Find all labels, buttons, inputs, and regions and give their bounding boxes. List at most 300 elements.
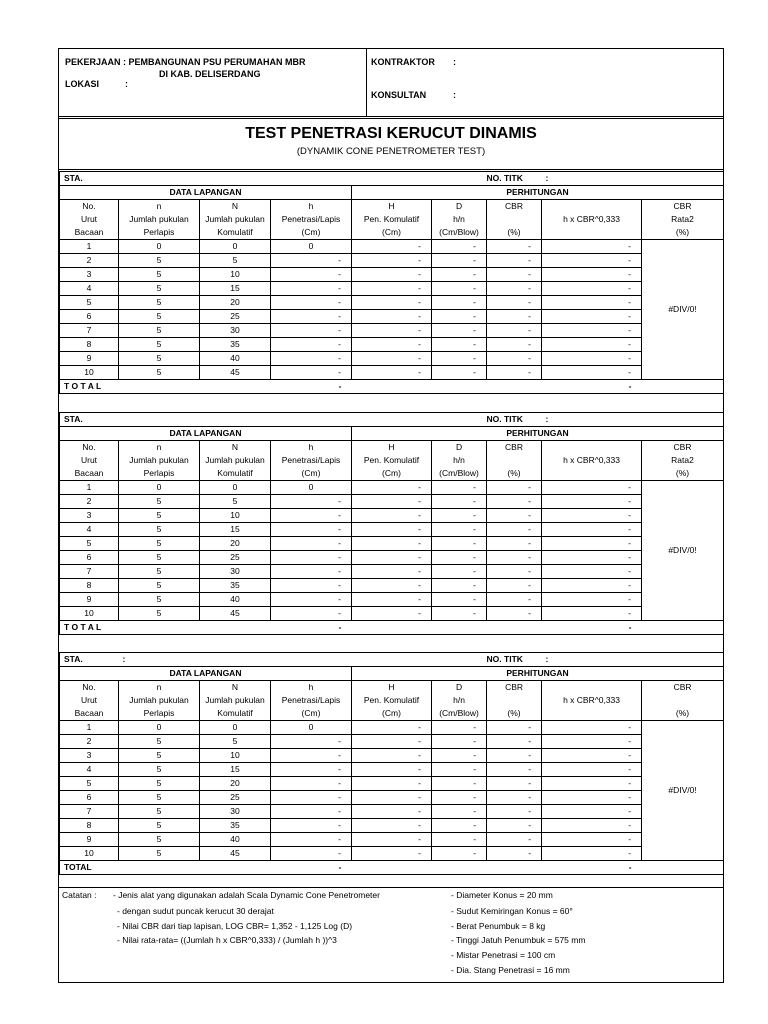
data-row [60, 495, 724, 509]
data-row [60, 847, 724, 861]
row-h: - [271, 268, 352, 282]
row-calc-dash: - [352, 481, 432, 495]
row-calc-dash: - [542, 607, 642, 621]
row-n: 5 [119, 593, 200, 607]
title-box [59, 118, 723, 170]
row-calc-dash: - [487, 763, 542, 777]
total-end [642, 621, 724, 635]
column-header: h x CBR^0,333 [542, 213, 642, 226]
row-calc-dash: - [352, 523, 432, 537]
row-no: 6 [60, 791, 119, 805]
row-n: 5 [119, 537, 200, 551]
row-h: - [271, 324, 352, 338]
lokasi-value: : [125, 79, 128, 89]
column-header: D [432, 200, 487, 214]
row-calc-dash: - [487, 296, 542, 310]
row-calc-dash: - [487, 833, 542, 847]
row-h: - [271, 509, 352, 523]
sta-value [119, 413, 487, 427]
row-calc-dash: - [487, 749, 542, 763]
row-calc-dash: - [432, 537, 487, 551]
column-header: n [119, 441, 200, 455]
total-h: - [271, 861, 352, 875]
column-header: CBR [642, 681, 724, 695]
row-N: 20 [200, 296, 271, 310]
row-no: 4 [60, 282, 119, 296]
row-calc-dash: - [432, 352, 487, 366]
column-header: H [352, 200, 432, 214]
row-calc-dash: - [487, 268, 542, 282]
dcp-table-2 [59, 412, 724, 635]
row-calc-dash: - [432, 481, 487, 495]
total-spacer [352, 861, 542, 875]
row-h: - [271, 593, 352, 607]
column-header: Jumlah pukulan [200, 213, 271, 226]
row-N: 15 [200, 763, 271, 777]
row-calc-dash: - [432, 565, 487, 579]
note-right-5: - Mistar Penetrasi = 100 cm [451, 950, 556, 960]
data-row [60, 607, 724, 621]
row-calc-dash: - [352, 310, 432, 324]
data-row [60, 254, 724, 268]
row-calc-dash: - [542, 352, 642, 366]
row-calc-dash: - [542, 495, 642, 509]
column-header-row [60, 200, 724, 214]
row-calc-dash: - [352, 735, 432, 749]
data-row [60, 791, 724, 805]
row-calc-dash: - [352, 791, 432, 805]
row-no: 5 [60, 296, 119, 310]
row-h: - [271, 833, 352, 847]
row-no: 2 [60, 254, 119, 268]
row-calc-dash: - [542, 579, 642, 593]
row-calc-dash: - [542, 551, 642, 565]
row-h: - [271, 310, 352, 324]
row-n: 5 [119, 805, 200, 819]
row-n: 5 [119, 352, 200, 366]
row-calc-dash: - [542, 777, 642, 791]
row-n: 0 [119, 721, 200, 735]
row-h: - [271, 338, 352, 352]
row-calc-dash: - [432, 523, 487, 537]
column-header: Rata2 [642, 213, 724, 226]
row-calc-dash: - [432, 495, 487, 509]
row-calc-dash: - [542, 324, 642, 338]
row-calc-dash: - [487, 523, 542, 537]
row-no: 1 [60, 721, 119, 735]
row-h: - [271, 791, 352, 805]
perhitungan-header: PERHITUNGAN [352, 427, 724, 441]
row-calc-dash: - [432, 735, 487, 749]
column-header: Jumlah pukulan [119, 454, 200, 467]
row-no: 10 [60, 847, 119, 861]
data-row [60, 282, 724, 296]
column-header: n [119, 681, 200, 695]
row-calc-dash: - [487, 847, 542, 861]
sta-label: STA. [60, 653, 119, 667]
no-titik-value: : [542, 172, 724, 186]
row-calc-dash: - [352, 537, 432, 551]
row-n: 5 [119, 579, 200, 593]
data-lapangan-header: DATA LAPANGAN [60, 667, 352, 681]
row-N: 25 [200, 310, 271, 324]
data-row [60, 565, 724, 579]
row-calc-dash: - [542, 833, 642, 847]
column-header-row [60, 441, 724, 455]
row-calc-dash: - [352, 282, 432, 296]
data-row [60, 763, 724, 777]
row-N: 30 [200, 805, 271, 819]
row-h: 0 [271, 721, 352, 735]
column-header: H [352, 681, 432, 695]
data-row [60, 509, 724, 523]
column-header: CBR [487, 200, 542, 214]
row-calc-dash: - [487, 593, 542, 607]
column-header: (%) [487, 467, 542, 481]
row-calc-dash: - [352, 254, 432, 268]
row-calc-dash: - [542, 310, 642, 324]
row-h: - [271, 495, 352, 509]
total-label: T O T A L [60, 380, 271, 394]
note-right-6: - Dia. Stang Penetrasi = 16 mm [451, 965, 570, 975]
konsultan-label: KONSULTAN [371, 90, 427, 100]
note-left-4: - Nilai rata-rata= ((Jumlah h x CBR^0,333) / (Jumlah h ))^3 [117, 935, 337, 945]
row-N: 45 [200, 847, 271, 861]
column-header: (Cm) [352, 707, 432, 721]
row-calc-dash: - [487, 254, 542, 268]
no-titik-value: : [542, 653, 724, 667]
column-header: Pen. Komulatif [352, 694, 432, 707]
column-header: h x CBR^0,333 [542, 454, 642, 467]
column-header [542, 681, 642, 695]
row-N: 20 [200, 777, 271, 791]
row-calc-dash: - [432, 366, 487, 380]
project-header [59, 49, 723, 117]
row-N: 35 [200, 338, 271, 352]
data-row [60, 324, 724, 338]
row-calc-dash: - [352, 338, 432, 352]
row-calc-dash: - [432, 721, 487, 735]
row-calc-dash: - [352, 268, 432, 282]
row-no: 3 [60, 268, 119, 282]
row-h: - [271, 352, 352, 366]
data-row [60, 721, 724, 735]
notes-label: Catatan : [62, 890, 97, 900]
row-h: - [271, 254, 352, 268]
row-calc-dash: - [352, 495, 432, 509]
row-N: 10 [200, 268, 271, 282]
dcp-table-1 [59, 171, 724, 394]
row-calc-dash: - [352, 819, 432, 833]
row-no: 7 [60, 565, 119, 579]
data-row [60, 240, 724, 254]
row-h: - [271, 523, 352, 537]
row-calc-dash: - [542, 763, 642, 777]
row-calc-dash: - [487, 310, 542, 324]
column-header [487, 454, 542, 467]
sta-label: STA. [60, 413, 119, 427]
row-calc-dash: - [542, 268, 642, 282]
row-calc-dash: - [487, 805, 542, 819]
row-n: 5 [119, 819, 200, 833]
total-hcbr: - [542, 621, 642, 635]
row-calc-dash: - [432, 282, 487, 296]
row-n: 5 [119, 847, 200, 861]
row-calc-dash: - [352, 763, 432, 777]
row-calc-dash: - [487, 721, 542, 735]
row-calc-dash: - [487, 777, 542, 791]
row-calc-dash: - [352, 805, 432, 819]
row-h: - [271, 763, 352, 777]
row-N: 40 [200, 352, 271, 366]
row-h: 0 [271, 240, 352, 254]
row-N: 5 [200, 495, 271, 509]
row-calc-dash: - [432, 296, 487, 310]
column-header: (Cm) [271, 707, 352, 721]
row-calc-dash: - [487, 579, 542, 593]
row-calc-dash: - [352, 721, 432, 735]
row-n: 5 [119, 366, 200, 380]
row-no: 4 [60, 763, 119, 777]
row-calc-dash: - [542, 819, 642, 833]
row-N: 5 [200, 254, 271, 268]
row-calc-dash: - [542, 791, 642, 805]
column-header [542, 441, 642, 455]
row-calc-dash: - [487, 509, 542, 523]
row-calc-dash: - [432, 509, 487, 523]
row-n: 5 [119, 791, 200, 805]
column-header: Pen. Komulatif [352, 454, 432, 467]
total-end [642, 861, 724, 875]
column-header: Urut [60, 694, 119, 707]
row-h: - [271, 296, 352, 310]
note-left-1: - Jenis alat yang digunakan adalah Scala Dynamic Cone Penetrometer [113, 890, 380, 900]
row-h: - [271, 777, 352, 791]
row-h: - [271, 579, 352, 593]
row-calc-dash: - [432, 310, 487, 324]
row-calc-dash: - [487, 607, 542, 621]
row-N: 40 [200, 833, 271, 847]
row-N: 35 [200, 819, 271, 833]
column-header: Bacaan [60, 707, 119, 721]
column-header: No. [60, 200, 119, 214]
row-N: 15 [200, 282, 271, 296]
row-calc-dash: - [542, 805, 642, 819]
row-calc-dash: - [352, 551, 432, 565]
row-no: 2 [60, 495, 119, 509]
row-h: - [271, 735, 352, 749]
row-calc-dash: - [432, 763, 487, 777]
column-header [487, 213, 542, 226]
dcp-table-3 [59, 652, 724, 875]
row-no: 10 [60, 607, 119, 621]
column-header: h/n [432, 694, 487, 707]
column-header: Pen. Komulatif [352, 213, 432, 226]
column-header: (%) [642, 467, 724, 481]
note-left-3: - Nilai CBR dari tiap lapisan, LOG CBR= 1,352 - 1,125 Log (D) [117, 921, 353, 931]
column-header: (Cm/Blow) [432, 226, 487, 240]
column-header [642, 694, 724, 707]
row-calc-dash: - [487, 240, 542, 254]
project-info [59, 49, 367, 116]
total-h: - [271, 380, 352, 394]
cbr-average-value: #DIV/0! [642, 481, 724, 621]
column-header: CBR [487, 681, 542, 695]
row-calc-dash: - [352, 579, 432, 593]
data-row [60, 819, 724, 833]
row-calc-dash: - [352, 607, 432, 621]
data-row [60, 551, 724, 565]
column-header: h [271, 441, 352, 455]
row-calc-dash: - [542, 481, 642, 495]
row-h: - [271, 805, 352, 819]
total-label: T O T A L [60, 621, 271, 635]
column-header: Komulatif [200, 707, 271, 721]
no-titik-label: NO. TITK [487, 653, 542, 667]
no-titik-label: NO. TITK [487, 172, 542, 186]
row-n: 5 [119, 763, 200, 777]
row-N: 25 [200, 791, 271, 805]
column-header: (%) [487, 226, 542, 240]
row-N: 5 [200, 735, 271, 749]
column-header: (%) [642, 226, 724, 240]
column-header: Komulatif [200, 226, 271, 240]
row-n: 5 [119, 310, 200, 324]
total-label: TOTAL [60, 861, 271, 875]
column-header: Bacaan [60, 226, 119, 240]
row-calc-dash: - [432, 593, 487, 607]
group-header-row [60, 427, 724, 441]
column-header: D [432, 681, 487, 695]
sta-row [60, 172, 724, 186]
row-calc-dash: - [487, 819, 542, 833]
row-calc-dash: - [432, 749, 487, 763]
row-n: 5 [119, 268, 200, 282]
note-right-1: - Diameter Konus = 20 mm [451, 890, 553, 900]
column-header: Perlapis [119, 226, 200, 240]
row-calc-dash: - [352, 847, 432, 861]
row-calc-dash: - [432, 833, 487, 847]
data-row [60, 579, 724, 593]
row-n: 5 [119, 296, 200, 310]
row-no: 1 [60, 481, 119, 495]
sta-label: STA. [60, 172, 119, 186]
column-header: N [200, 681, 271, 695]
page-title: TEST PENETRASI KERUCUT DINAMIS [245, 125, 537, 142]
row-calc-dash: - [487, 366, 542, 380]
row-calc-dash: - [432, 579, 487, 593]
pekerjaan-value: : PEMBANGUNAN PSU PERUMAHAN MBR [123, 57, 306, 67]
column-header: (Cm) [271, 467, 352, 481]
row-no: 10 [60, 366, 119, 380]
row-h: - [271, 282, 352, 296]
data-row [60, 366, 724, 380]
row-calc-dash: - [432, 791, 487, 805]
row-calc-dash: - [352, 240, 432, 254]
row-N: 10 [200, 749, 271, 763]
total-spacer [352, 621, 542, 635]
row-no: 4 [60, 523, 119, 537]
row-calc-dash: - [487, 791, 542, 805]
row-calc-dash: - [352, 777, 432, 791]
row-n: 5 [119, 254, 200, 268]
data-row [60, 481, 724, 495]
row-calc-dash: - [352, 296, 432, 310]
column-header: D [432, 441, 487, 455]
row-N: 30 [200, 565, 271, 579]
row-calc-dash: - [542, 721, 642, 735]
row-calc-dash: - [487, 282, 542, 296]
row-calc-dash: - [487, 324, 542, 338]
column-header: Jumlah pukulan [200, 694, 271, 707]
row-calc-dash: - [432, 254, 487, 268]
row-n: 5 [119, 338, 200, 352]
data-lapangan-header: DATA LAPANGAN [60, 186, 352, 200]
data-lapangan-header: DATA LAPANGAN [60, 427, 352, 441]
konsultan-value: : [453, 90, 456, 100]
row-n: 5 [119, 607, 200, 621]
row-n: 5 [119, 282, 200, 296]
column-header: Urut [60, 454, 119, 467]
row-calc-dash: - [487, 537, 542, 551]
lokasi-label: LOKASI [65, 79, 100, 89]
row-no: 7 [60, 805, 119, 819]
data-row [60, 593, 724, 607]
row-no: 6 [60, 551, 119, 565]
data-row [60, 537, 724, 551]
column-header-row [60, 707, 724, 721]
pekerjaan-label: PEKERJAAN [65, 57, 121, 67]
row-calc-dash: - [352, 833, 432, 847]
data-row [60, 352, 724, 366]
column-header: CBR [487, 441, 542, 455]
row-N: 45 [200, 607, 271, 621]
row-N: 0 [200, 721, 271, 735]
row-no: 8 [60, 819, 119, 833]
row-no: 9 [60, 833, 119, 847]
column-header: (Cm) [271, 226, 352, 240]
row-calc-dash: - [542, 366, 642, 380]
row-no: 3 [60, 509, 119, 523]
row-calc-dash: - [432, 338, 487, 352]
column-header: Jumlah pukulan [119, 213, 200, 226]
row-n: 5 [119, 523, 200, 537]
data-row [60, 749, 724, 763]
no-titik-label: NO. TITK [487, 413, 542, 427]
row-h: - [271, 847, 352, 861]
row-calc-dash: - [432, 551, 487, 565]
column-header-row [60, 454, 724, 467]
row-no: 6 [60, 310, 119, 324]
total-h: - [271, 621, 352, 635]
column-header: h [271, 200, 352, 214]
page-subtitle: (DYNAMIK CONE PENETROMETER TEST) [296, 146, 486, 157]
column-header-row [60, 467, 724, 481]
column-header-row [60, 681, 724, 695]
row-N: 0 [200, 481, 271, 495]
column-header: h [271, 681, 352, 695]
row-h: - [271, 749, 352, 763]
row-n: 5 [119, 324, 200, 338]
row-calc-dash: - [487, 551, 542, 565]
data-row [60, 296, 724, 310]
row-calc-dash: - [432, 240, 487, 254]
row-calc-dash: - [542, 254, 642, 268]
row-h: - [271, 366, 352, 380]
column-header: H [352, 441, 432, 455]
dcp-test-sheet [58, 48, 724, 983]
row-calc-dash: - [487, 481, 542, 495]
